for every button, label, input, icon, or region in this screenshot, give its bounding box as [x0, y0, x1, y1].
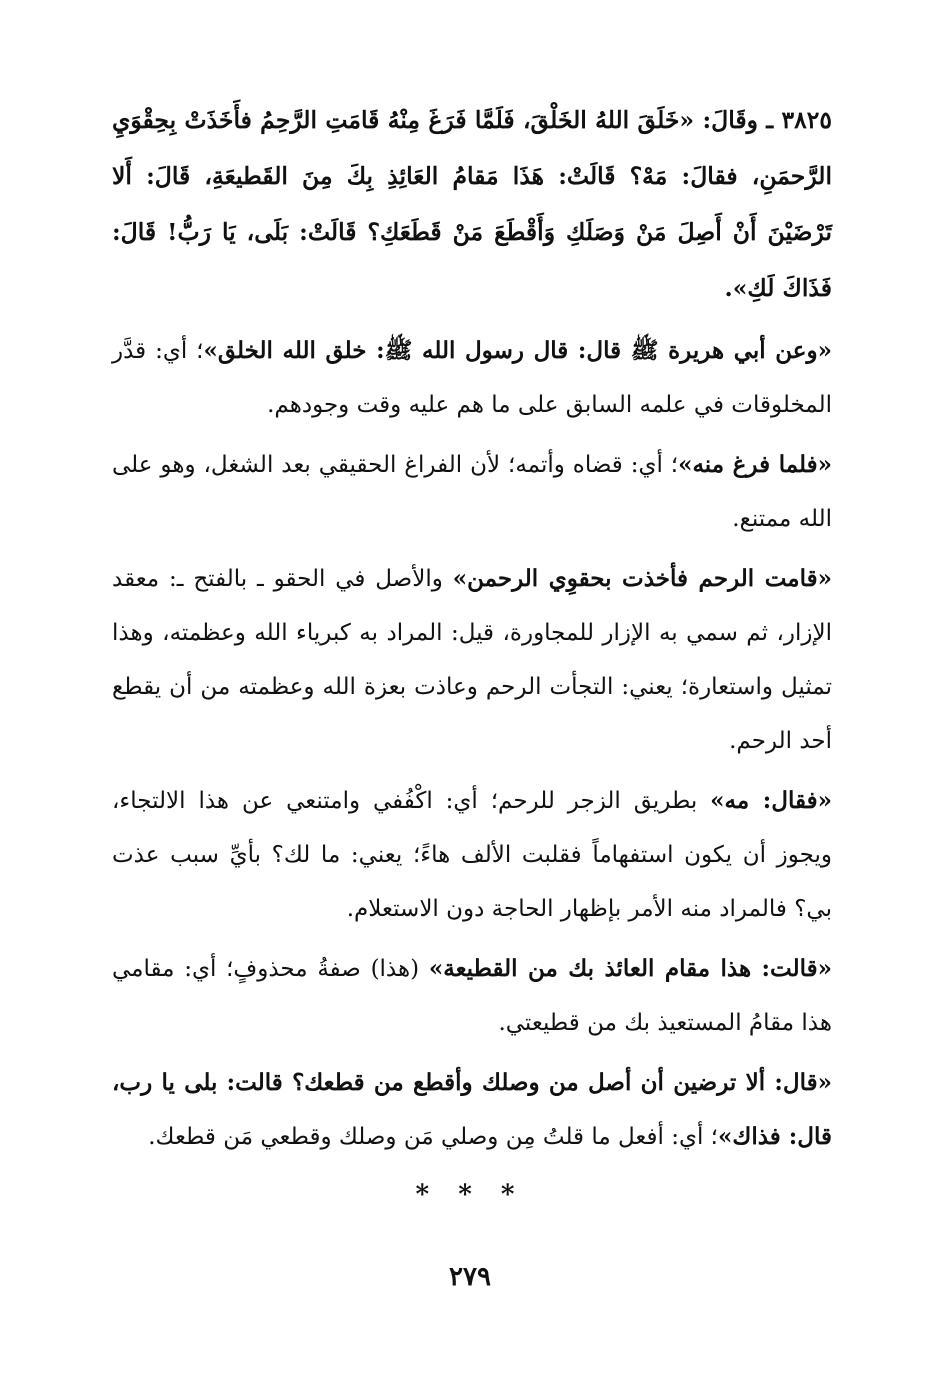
page-number: ٢٧٩ [449, 1262, 491, 1292]
commentary-paragraph [112, 774, 832, 936]
quoted-phrase: «فلما فرغ منه» [678, 451, 832, 478]
quoted-phrase: «فقال: مه» [710, 787, 833, 814]
page-body [112, 92, 832, 1170]
commentary-paragraph [112, 552, 832, 768]
commentary-paragraph [112, 1056, 832, 1164]
commentary-paragraph [112, 324, 832, 432]
explanation-text: والأصل في الحقو ـ بالفتح ـ: معقد الإزار، ثم سمي به الإزار للمجاورة، قيل: المراد به كبرياء الله وعظمته، وهذا تمثيل واستعارة؛ يعني: التجأت الرحم وعاذت بعزة الله وعظمته من أن يقطع أحد الرحم. [112, 566, 832, 754]
commentary-paragraph [112, 438, 832, 546]
quoted-phrase: «قامت الرحم فأخذت بحقوِي الرحمن» [452, 565, 832, 592]
explanation-text: ؛ أي: قضاه وأتمه؛ لأن الفراغ الحقيقي بعد الشغل، وهو على الله ممتنع. [112, 452, 832, 532]
explanation-text: بطريق الزجر للرحم؛ أي: اكْفُفي وامتنعي عن هذا الالتجاء، ويجوز أن يكون استفهاماً فقلبت الألف هاءً؛ يعني: ما لك؟ بأيِّ سبب عذت بي؟ فالمراد منه الأمر بإظهار الحاجة دون الاستعلام. [112, 788, 832, 922]
commentary-paragraph [112, 942, 832, 1050]
quoted-phrase: «قال: ألا ترضين أن أصل من وصلك وأقطع من قطعك؟ قالت: بلى يا رب، قال: فذاك» [112, 1069, 832, 1150]
explanation-text: ؛ أي: أفعل ما قلتُ مِن وصلي مَن وصلك وقطعي مَن قطعك. [148, 1124, 718, 1150]
quoted-phrase: «وعن أبي هريرة ﷺ قال: قال رسول الله ﷺ: خلق الله الخلق» [203, 337, 833, 364]
hadith-text: ٣٨٢٥ ـ وقَالَ: «خَلَقَ اللهُ الخَلْقَ، فَلَمَّا فَرَغَ مِنْهُ قَامَتِ الرَّحِمُ فأَخَذَتْ بِحِقْوَيِ الرَّحمَنِ، فقالَ: مَهْ؟ قَالَتْ: هَذَا مَقامُ العَائِذِ بِكَ مِنَ القَطيعَةِ، قَالَ: أَلا تَرْضَيْنَ أَنْ أَصِلَ مَنْ وَصَلَكِ وَأَقْطَعَ مَنْ قَطَعَكِ؟ قَالَتْ: بَلَى، يَا رَبُّ! قَالَ: فَذَاكَ لَكِ». [112, 106, 832, 302]
section-divider: * * * [415, 1180, 525, 1210]
explanation-text: ؛ أي: قدَّر المخلوقات في علمه السابق على ما هم عليه وقت وجودهم. [112, 338, 832, 418]
explanation-text: (هذا) صفةُ محذوفٍ؛ أي: مقامي هذا مقامُ المستعيذ بك من قطيعتي. [112, 956, 832, 1036]
quoted-phrase: «قالت: هذا مقام العائذ بك من القطيعة» [428, 955, 832, 982]
